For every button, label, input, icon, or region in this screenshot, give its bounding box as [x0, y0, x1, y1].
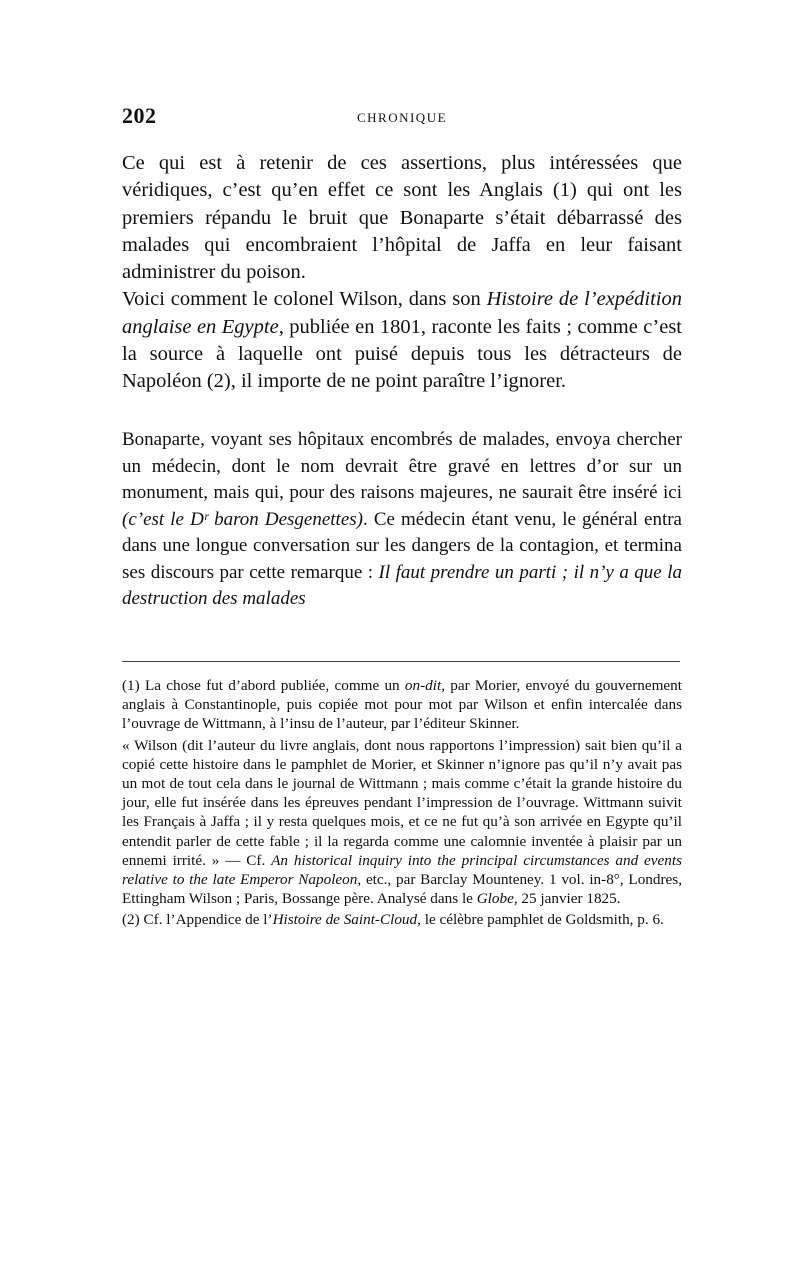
paragraph-2-text-a: Voici comment le colonel Wilson, dans son [122, 288, 487, 311]
book-title: Histoire de l’expédition anglaise en Egypte [122, 288, 682, 338]
footnote-1-book-title: An historical inquiry into the principal circumstances and events relative to the late Emperor Napoleon [122, 851, 682, 889]
quote-text-a: Bonaparte, voyant ses hôpitaux encombrés de malades, envoya chercher un médecin, dont le nom devrait être gravé en lettres d’or sur un monument, mais qui, pour des raisons majeures, ne saurait être inséré ici [122, 429, 682, 503]
quote-italic-name: (c’est le Dʳ baron Desgenettes) [122, 508, 363, 530]
footnote-2-text-a: (2) Cf. l’Appendice de l’ [122, 911, 273, 929]
footnote-2-text-b: , le célèbre pamphlet de Goldsmith, p. 6. [417, 911, 664, 929]
footnote-1-text-e: , 25 janvier 1825. [513, 890, 621, 908]
footnote-2-title: Histoire de Saint-Cloud [272, 911, 418, 929]
footnote-1-continued [122, 736, 682, 909]
paragraph-2-text-b: , publiée en 1801, raconte les faits ; comme c’est la source à laquelle ont puisé depuis tous les détracteurs de Napoléon (2), il importe de ne point paraître l’ignorer. [122, 315, 683, 393]
footnote-1-ondit: on-dit [404, 677, 442, 694]
main-text [122, 150, 682, 396]
quote-italic-remark: Il faut prendre un parti ; il n’y a que la destruction des malades [122, 561, 682, 609]
quote-text-c: . Ce médecin étant venu, le général entra dans une longue conversation sur les dangers de la contagion, et termina ses discours par cette remarque : [122, 508, 682, 583]
page-number: 202 [122, 103, 157, 128]
footnote-1-text-c: « Wilson (dit l’auteur du livre anglais, dont nous rapportons l’impression) sait bien qu’il a copié cette histoire dans le pamphlet de Morier, et Skinner n’ignore pas qu’il n’y avait pas un mot de tout cela dans le journal de Wittmann ; mais comme c’était la grande histoire du jour, elle fut insérée dans les épreuves pendant l’impression de l’ouvrage. Wittmann suivit les Français à Jaffa ; il y resta quelques mois, et ce ne fut qu’à son arrivée en Egypte qu’il entendit parler de cette fable ; il la regarda comme une calomnie inventée à plaisir par un ennemi irrité. » — Cf. [122, 736, 682, 869]
paragraph-2 [122, 286, 682, 395]
paragraph-1-text: Ce qui est à retenir de ces assertions, plus intéressées que véridiques, c’est qu’en effet ce sont les Anglais (1) qui ont les premiers répandu le bruit que Bonaparte s’était débarrassé des malades qui encombraient l’hôpital de Jaffa en leur faisant administrer du poison. [122, 152, 682, 284]
running-title: CHRONIQUE [356, 110, 448, 125]
footnote-1-globe: Globe [476, 890, 514, 908]
footnote-divider [122, 661, 680, 662]
footnote-1-text-d: , etc., par Barclay Mounteney. 1 vol. in-8°, Londres, Ettingham Wilson ; Paris, Bossange père. Analysé dans le [122, 871, 682, 908]
page-header [122, 103, 682, 133]
footnote-1-text-b: , par Morier, envoyé du gouvernement anglais à Constantinople, puis copiée mot pour mot par Wilson et enfin intercalée dans l’ouvrage de Wittmann, à l’insu de l’auteur, par l’éditeur Skinner. [122, 677, 682, 733]
paragraph-1 [122, 150, 682, 286]
quote-paragraph [122, 427, 682, 613]
footnote-2 [122, 910, 682, 929]
footnote-1-text-a: (1) La chose fut d’abord publiée, comme un [122, 677, 405, 694]
footnotes [122, 676, 682, 930]
footnote-1 [122, 676, 682, 734]
block-quote [122, 427, 682, 613]
